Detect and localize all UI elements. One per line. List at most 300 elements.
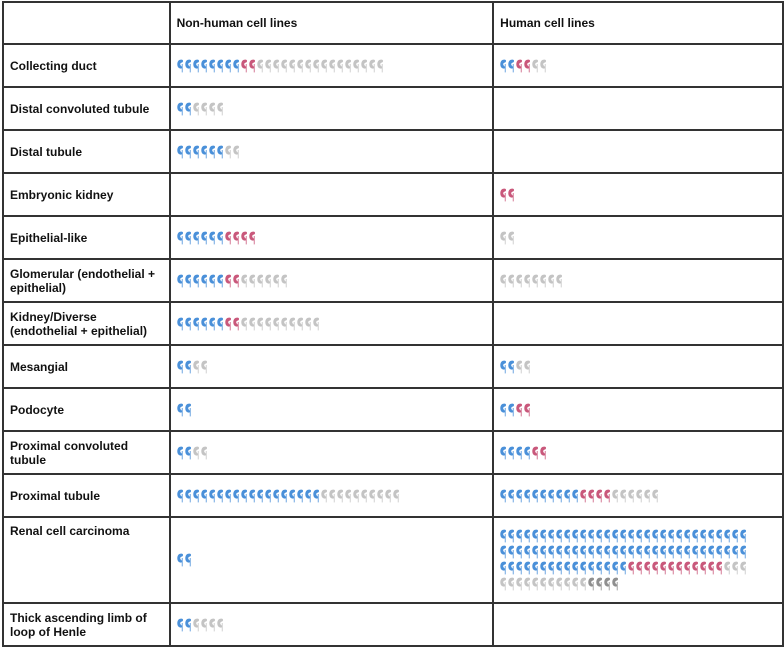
blue-kidney-icon — [201, 231, 209, 245]
table-row — [3, 87, 783, 130]
table-row — [3, 216, 783, 259]
blue-kidney-icon — [548, 561, 556, 575]
blue-kidney-icon — [516, 545, 524, 559]
blue-kidney-icon — [508, 446, 516, 460]
blue-kidney-icon — [604, 545, 612, 559]
pink-kidney-icon — [580, 489, 588, 503]
lightgray-kidney-icon — [305, 317, 313, 331]
table-row — [3, 345, 783, 388]
blue-kidney-icon — [500, 59, 508, 73]
human-cell — [493, 302, 783, 345]
lightgray-kidney-icon — [532, 577, 540, 591]
blue-kidney-icon — [193, 145, 201, 159]
pink-kidney-icon — [700, 561, 708, 575]
blue-kidney-icon — [628, 529, 636, 543]
blue-kidney-icon — [508, 561, 516, 575]
blue-kidney-icon — [217, 145, 225, 159]
blue-kidney-icon — [217, 274, 225, 288]
lightgray-kidney-icon — [217, 102, 225, 116]
lightgray-kidney-icon — [201, 360, 209, 374]
blue-kidney-icon — [233, 489, 241, 503]
nonhuman-cell — [170, 173, 494, 216]
lightgray-kidney-icon — [540, 59, 548, 73]
human-kidney-icons — [500, 445, 750, 461]
lightgray-kidney-icon — [241, 274, 249, 288]
pink-kidney-icon — [532, 446, 540, 460]
lightgray-kidney-icon — [313, 59, 321, 73]
lightgray-kidney-icon — [249, 317, 257, 331]
lightgray-kidney-icon — [249, 274, 257, 288]
pink-kidney-icon — [676, 561, 684, 575]
lightgray-kidney-icon — [321, 59, 329, 73]
table-row — [3, 474, 783, 517]
blue-kidney-icon — [532, 489, 540, 503]
blue-kidney-icon — [281, 489, 289, 503]
blue-kidney-icon — [524, 446, 532, 460]
blue-kidney-icon — [548, 489, 556, 503]
blue-kidney-icon — [508, 529, 516, 543]
lightgray-kidney-icon — [209, 102, 217, 116]
blue-kidney-icon — [185, 59, 193, 73]
table-row — [3, 388, 783, 431]
row-label: Epithelial-like — [3, 216, 170, 259]
lightgray-kidney-icon — [281, 317, 289, 331]
blue-kidney-icon — [313, 489, 321, 503]
human-kidney-icons — [500, 528, 750, 592]
blue-kidney-icon — [588, 545, 596, 559]
human-cell — [493, 345, 783, 388]
nonhuman-cell — [170, 603, 494, 646]
blue-kidney-icon — [177, 553, 185, 567]
pink-kidney-icon — [588, 489, 596, 503]
row-label: Mesangial — [3, 345, 170, 388]
lightgray-kidney-icon — [329, 489, 337, 503]
blue-kidney-icon — [660, 529, 668, 543]
blue-kidney-icon — [524, 489, 532, 503]
blue-kidney-icon — [564, 545, 572, 559]
blue-kidney-icon — [572, 489, 580, 503]
blue-kidney-icon — [540, 545, 548, 559]
blue-kidney-icon — [564, 489, 572, 503]
lightgray-kidney-icon — [193, 102, 201, 116]
lightgray-kidney-icon — [620, 489, 628, 503]
pink-kidney-icon — [660, 561, 668, 575]
blue-kidney-icon — [289, 489, 297, 503]
nonhuman-cell — [170, 302, 494, 345]
lightgray-kidney-icon — [532, 59, 540, 73]
lightgray-kidney-icon — [281, 59, 289, 73]
lightgray-kidney-icon — [612, 489, 620, 503]
blue-kidney-icon — [540, 561, 548, 575]
blue-kidney-icon — [708, 545, 716, 559]
blue-kidney-icon — [177, 446, 185, 460]
pink-kidney-icon — [225, 317, 233, 331]
blue-kidney-icon — [732, 529, 740, 543]
human-cell — [493, 431, 783, 474]
blue-kidney-icon — [241, 489, 249, 503]
lightgray-kidney-icon — [273, 317, 281, 331]
blue-kidney-icon — [500, 446, 508, 460]
lightgray-kidney-icon — [297, 59, 305, 73]
blue-kidney-icon — [500, 545, 508, 559]
lightgray-kidney-icon — [209, 618, 217, 632]
blue-kidney-icon — [596, 529, 604, 543]
table-row — [3, 431, 783, 474]
human-cell — [493, 388, 783, 431]
lightgray-kidney-icon — [385, 489, 393, 503]
nonhuman-kidney-icons — [177, 230, 427, 246]
blue-kidney-icon — [500, 403, 508, 417]
nonhuman-cell — [170, 44, 494, 87]
lightgray-kidney-icon — [305, 59, 313, 73]
blue-kidney-icon — [580, 545, 588, 559]
nonhuman-cell — [170, 130, 494, 173]
lightgray-kidney-icon — [313, 317, 321, 331]
blue-kidney-icon — [692, 545, 700, 559]
pink-kidney-icon — [684, 561, 692, 575]
blue-kidney-icon — [193, 231, 201, 245]
lightgray-kidney-icon — [724, 561, 732, 575]
lightgray-kidney-icon — [257, 274, 265, 288]
lightgray-kidney-icon — [265, 59, 273, 73]
lightgray-kidney-icon — [508, 577, 516, 591]
pink-kidney-icon — [249, 59, 257, 73]
lightgray-kidney-icon — [361, 489, 369, 503]
lightgray-kidney-icon — [353, 489, 361, 503]
blue-kidney-icon — [524, 545, 532, 559]
lightgray-kidney-icon — [516, 274, 524, 288]
blue-kidney-icon — [201, 317, 209, 331]
row-label: Thick ascending limb of loop of Henle — [3, 603, 170, 646]
blue-kidney-icon — [201, 489, 209, 503]
human-kidney-icons — [500, 402, 750, 418]
blue-kidney-icon — [676, 529, 684, 543]
blue-kidney-icon — [588, 529, 596, 543]
nonhuman-cell — [170, 259, 494, 302]
lightgray-kidney-icon — [644, 489, 652, 503]
pink-kidney-icon — [500, 188, 508, 202]
blue-kidney-icon — [668, 545, 676, 559]
lightgray-kidney-icon — [345, 59, 353, 73]
lightgray-kidney-icon — [516, 360, 524, 374]
blue-kidney-icon — [740, 545, 748, 559]
human-cell — [493, 474, 783, 517]
blue-kidney-icon — [572, 561, 580, 575]
blue-kidney-icon — [636, 545, 644, 559]
blue-kidney-icon — [540, 529, 548, 543]
blue-kidney-icon — [700, 545, 708, 559]
table-row — [3, 302, 783, 345]
nonhuman-cell — [170, 87, 494, 130]
blue-kidney-icon — [580, 529, 588, 543]
blue-kidney-icon — [177, 618, 185, 632]
row-label: Embryonic kidney — [3, 173, 170, 216]
blue-kidney-icon — [620, 561, 628, 575]
blue-kidney-icon — [684, 545, 692, 559]
blue-kidney-icon — [500, 529, 508, 543]
pink-kidney-icon — [233, 317, 241, 331]
lightgray-kidney-icon — [524, 577, 532, 591]
row-label: Distal convoluted tubule — [3, 87, 170, 130]
pink-kidney-icon — [233, 274, 241, 288]
blue-kidney-icon — [652, 545, 660, 559]
lightgray-kidney-icon — [556, 274, 564, 288]
lightgray-kidney-icon — [508, 274, 516, 288]
blue-kidney-icon — [217, 489, 225, 503]
header-nonhuman: Non-human cell lines — [170, 2, 494, 44]
nonhuman-kidney-icons — [177, 617, 427, 633]
lightgray-kidney-icon — [548, 577, 556, 591]
blue-kidney-icon — [740, 529, 748, 543]
blue-kidney-icon — [209, 145, 217, 159]
lightgray-kidney-icon — [636, 489, 644, 503]
blue-kidney-icon — [628, 545, 636, 559]
blue-kidney-icon — [724, 545, 732, 559]
blue-kidney-icon — [185, 403, 193, 417]
blue-kidney-icon — [185, 231, 193, 245]
nonhuman-kidney-icons — [177, 316, 427, 332]
blue-kidney-icon — [668, 529, 676, 543]
blue-kidney-icon — [273, 489, 281, 503]
lightgray-kidney-icon — [297, 317, 305, 331]
lightgray-kidney-icon — [257, 59, 265, 73]
lightgray-kidney-icon — [540, 274, 548, 288]
lightgray-kidney-icon — [289, 59, 297, 73]
header-human: Human cell lines — [493, 2, 783, 44]
blue-kidney-icon — [177, 403, 185, 417]
blue-kidney-icon — [604, 529, 612, 543]
blue-kidney-icon — [684, 529, 692, 543]
blue-kidney-icon — [500, 360, 508, 374]
lightgray-kidney-icon — [369, 59, 377, 73]
darkgray-kidney-icon — [612, 577, 620, 591]
nonhuman-kidney-icons — [177, 144, 427, 160]
pink-kidney-icon — [668, 561, 676, 575]
blue-kidney-icon — [177, 274, 185, 288]
lightgray-kidney-icon — [225, 145, 233, 159]
blue-kidney-icon — [177, 360, 185, 374]
lightgray-kidney-icon — [508, 231, 516, 245]
nonhuman-cell — [170, 474, 494, 517]
nonhuman-kidney-icons — [177, 273, 427, 289]
pink-kidney-icon — [716, 561, 724, 575]
blue-kidney-icon — [185, 489, 193, 503]
human-cell — [493, 44, 783, 87]
pink-kidney-icon — [524, 403, 532, 417]
blue-kidney-icon — [177, 489, 185, 503]
blue-kidney-icon — [265, 489, 273, 503]
lightgray-kidney-icon — [732, 561, 740, 575]
darkgray-kidney-icon — [596, 577, 604, 591]
table-row — [3, 130, 783, 173]
lightgray-kidney-icon — [201, 102, 209, 116]
blue-kidney-icon — [620, 545, 628, 559]
human-cell — [493, 87, 783, 130]
lightgray-kidney-icon — [241, 317, 249, 331]
table-row — [3, 603, 783, 646]
blue-kidney-icon — [500, 561, 508, 575]
blue-kidney-icon — [177, 231, 185, 245]
human-cell — [493, 603, 783, 646]
blue-kidney-icon — [564, 561, 572, 575]
blue-kidney-icon — [716, 529, 724, 543]
human-cell — [493, 130, 783, 173]
blue-kidney-icon — [177, 317, 185, 331]
pink-kidney-icon — [233, 231, 241, 245]
human-kidney-icons — [500, 488, 750, 504]
row-label: Renal cell carcinoma — [3, 517, 170, 603]
lightgray-kidney-icon — [377, 489, 385, 503]
human-kidney-icons — [500, 58, 750, 74]
blue-kidney-icon — [556, 545, 564, 559]
lightgray-kidney-icon — [265, 274, 273, 288]
lightgray-kidney-icon — [377, 59, 385, 73]
human-kidney-icons — [500, 230, 750, 246]
lightgray-kidney-icon — [740, 561, 748, 575]
pink-kidney-icon — [692, 561, 700, 575]
pink-kidney-icon — [249, 231, 257, 245]
blue-kidney-icon — [572, 545, 580, 559]
lightgray-kidney-icon — [345, 489, 353, 503]
blue-kidney-icon — [548, 529, 556, 543]
pink-kidney-icon — [540, 446, 548, 460]
pink-kidney-icon — [644, 561, 652, 575]
blue-kidney-icon — [185, 145, 193, 159]
lightgray-kidney-icon — [233, 145, 241, 159]
nonhuman-cell — [170, 216, 494, 259]
lightgray-kidney-icon — [337, 489, 345, 503]
lightgray-kidney-icon — [257, 317, 265, 331]
lightgray-kidney-icon — [524, 360, 532, 374]
blue-kidney-icon — [193, 489, 201, 503]
blue-kidney-icon — [652, 529, 660, 543]
blue-kidney-icon — [217, 231, 225, 245]
nonhuman-kidney-icons — [177, 359, 427, 375]
pink-kidney-icon — [516, 403, 524, 417]
blue-kidney-icon — [700, 529, 708, 543]
blue-kidney-icon — [524, 561, 532, 575]
blue-kidney-icon — [612, 561, 620, 575]
lightgray-kidney-icon — [289, 317, 297, 331]
pink-kidney-icon — [516, 59, 524, 73]
row-label: Proximal convoluted tubule — [3, 431, 170, 474]
pink-kidney-icon — [241, 231, 249, 245]
lightgray-kidney-icon — [361, 59, 369, 73]
blue-kidney-icon — [305, 489, 313, 503]
lightgray-kidney-icon — [500, 231, 508, 245]
darkgray-kidney-icon — [604, 577, 612, 591]
pink-kidney-icon — [225, 231, 233, 245]
blue-kidney-icon — [540, 489, 548, 503]
nonhuman-kidney-icons — [177, 101, 427, 117]
blue-kidney-icon — [225, 59, 233, 73]
lightgray-kidney-icon — [628, 489, 636, 503]
header-row — [3, 2, 783, 44]
nonhuman-kidney-icons — [177, 552, 427, 568]
blue-kidney-icon — [532, 561, 540, 575]
blue-kidney-icon — [225, 489, 233, 503]
nonhuman-cell — [170, 517, 494, 603]
blue-kidney-icon — [692, 529, 700, 543]
human-kidney-icons — [500, 187, 750, 203]
pink-kidney-icon — [636, 561, 644, 575]
lightgray-kidney-icon — [201, 446, 209, 460]
blue-kidney-icon — [596, 545, 604, 559]
lightgray-kidney-icon — [500, 577, 508, 591]
blue-kidney-icon — [217, 59, 225, 73]
blue-kidney-icon — [524, 529, 532, 543]
blue-kidney-icon — [193, 317, 201, 331]
blue-kidney-icon — [612, 529, 620, 543]
blue-kidney-icon — [716, 545, 724, 559]
blue-kidney-icon — [201, 145, 209, 159]
blue-kidney-icon — [201, 59, 209, 73]
blue-kidney-icon — [580, 561, 588, 575]
table-row — [3, 173, 783, 216]
lightgray-kidney-icon — [265, 317, 273, 331]
blue-kidney-icon — [564, 529, 572, 543]
blue-kidney-icon — [177, 102, 185, 116]
blue-kidney-icon — [612, 545, 620, 559]
pink-kidney-icon — [708, 561, 716, 575]
lightgray-kidney-icon — [652, 489, 660, 503]
lightgray-kidney-icon — [548, 274, 556, 288]
blue-kidney-icon — [516, 561, 524, 575]
blue-kidney-icon — [193, 274, 201, 288]
blue-kidney-icon — [201, 274, 209, 288]
blue-kidney-icon — [177, 59, 185, 73]
blue-kidney-icon — [556, 489, 564, 503]
human-cell — [493, 517, 783, 603]
human-cell — [493, 173, 783, 216]
blue-kidney-icon — [185, 317, 193, 331]
lightgray-kidney-icon — [556, 577, 564, 591]
lightgray-kidney-icon — [353, 59, 361, 73]
lightgray-kidney-icon — [580, 577, 588, 591]
blue-kidney-icon — [297, 489, 305, 503]
lightgray-kidney-icon — [281, 274, 289, 288]
blue-kidney-icon — [596, 561, 604, 575]
lightgray-kidney-icon — [193, 360, 201, 374]
nonhuman-kidney-icons — [177, 488, 427, 504]
blue-kidney-icon — [676, 545, 684, 559]
blue-kidney-icon — [508, 360, 516, 374]
lightgray-kidney-icon — [500, 274, 508, 288]
cell-line-table — [2, 1, 784, 647]
blue-kidney-icon — [572, 529, 580, 543]
blue-kidney-icon — [636, 529, 644, 543]
human-kidney-icons — [500, 273, 750, 289]
row-label: Distal tubule — [3, 130, 170, 173]
nonhuman-cell — [170, 388, 494, 431]
pink-kidney-icon — [604, 489, 612, 503]
blue-kidney-icon — [233, 59, 241, 73]
nonhuman-cell — [170, 345, 494, 388]
blue-kidney-icon — [217, 317, 225, 331]
blue-kidney-icon — [724, 529, 732, 543]
lightgray-kidney-icon — [369, 489, 377, 503]
blue-kidney-icon — [508, 489, 516, 503]
blue-kidney-icon — [556, 561, 564, 575]
blue-kidney-icon — [209, 317, 217, 331]
human-kidney-icons — [500, 359, 750, 375]
blue-kidney-icon — [532, 545, 540, 559]
lightgray-kidney-icon — [540, 577, 548, 591]
blue-kidney-icon — [516, 489, 524, 503]
blue-kidney-icon — [620, 529, 628, 543]
blue-kidney-icon — [177, 145, 185, 159]
blue-kidney-icon — [249, 489, 257, 503]
